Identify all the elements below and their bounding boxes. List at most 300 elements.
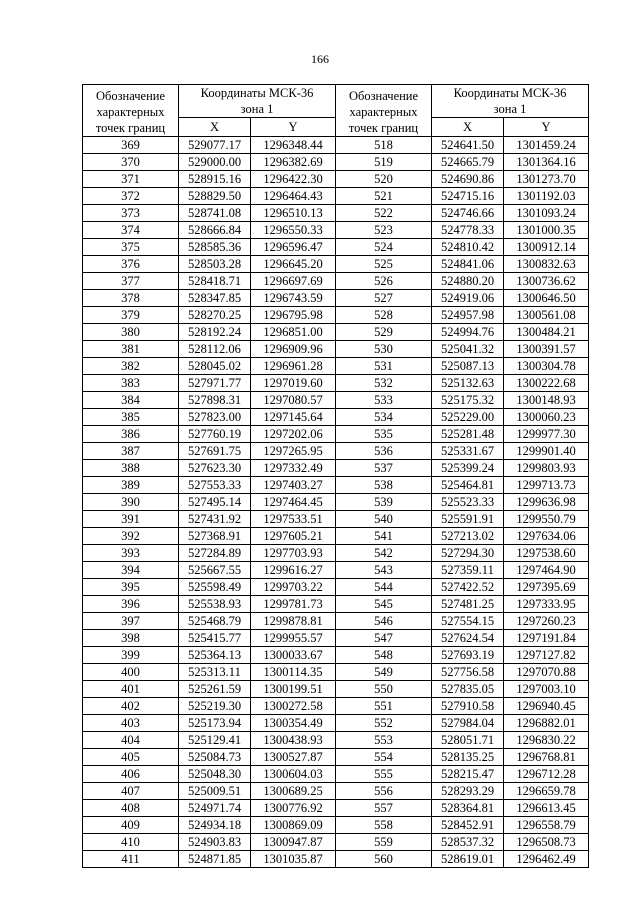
y-coord-right: 1296558.79 xyxy=(504,817,589,834)
x-coord-right: 528364.81 xyxy=(432,800,504,817)
y-coord-right: 1300148.93 xyxy=(504,392,589,409)
x-coord-right: 524841.06 xyxy=(432,256,504,273)
table-row xyxy=(83,460,589,477)
y-coord-right: 1301273.70 xyxy=(504,171,589,188)
x-coord-left: 525009.51 xyxy=(179,783,251,800)
point-number-left: 394 xyxy=(83,562,179,579)
y-coord-left: 1300438.93 xyxy=(251,732,336,749)
x-coord-right: 525399.24 xyxy=(432,460,504,477)
y-coord-right: 1297634.06 xyxy=(504,528,589,545)
x-coord-left: 528418.71 xyxy=(179,273,251,290)
y-coord-right: 1301459.24 xyxy=(504,137,589,154)
point-number-left: 407 xyxy=(83,783,179,800)
y-coord-right: 1296508.73 xyxy=(504,834,589,851)
point-number-right: 542 xyxy=(336,545,432,562)
x-coord-left: 528270.25 xyxy=(179,307,251,324)
y-coord-right: 1297003.10 xyxy=(504,681,589,698)
point-number-left: 376 xyxy=(83,256,179,273)
point-number-right: 541 xyxy=(336,528,432,545)
x-coord-right: 525464.81 xyxy=(432,477,504,494)
y-coord-right: 1300832.63 xyxy=(504,256,589,273)
y-coord-left: 1297403.27 xyxy=(251,477,336,494)
point-label-line: точек границ xyxy=(95,120,166,135)
table-row xyxy=(83,562,589,579)
x-coord-left: 524903.83 xyxy=(179,834,251,851)
y-coord-left: 1299955.57 xyxy=(251,630,336,647)
point-number-left: 375 xyxy=(83,239,179,256)
y-coord-right: 1296882.01 xyxy=(504,715,589,732)
y-coord-left: 1296961.28 xyxy=(251,358,336,375)
x-coord-left: 527431.92 xyxy=(179,511,251,528)
point-number-right: 531 xyxy=(336,358,432,375)
y-coord-left: 1296645.20 xyxy=(251,256,336,273)
x-coord-left: 527495.14 xyxy=(179,494,251,511)
x-coord-left: 525538.93 xyxy=(179,596,251,613)
y-coord-left: 1296851.00 xyxy=(251,324,336,341)
y-coord-right: 1296712.28 xyxy=(504,766,589,783)
point-number-right: 540 xyxy=(336,511,432,528)
x-coord-left: 528503.28 xyxy=(179,256,251,273)
table-row xyxy=(83,579,589,596)
x-header-right: X xyxy=(432,118,504,137)
x-coord-left: 525598.49 xyxy=(179,579,251,596)
x-coord-left: 528347.85 xyxy=(179,290,251,307)
y-coord-left: 1296550.33 xyxy=(251,222,336,239)
table-row xyxy=(83,596,589,613)
table-row xyxy=(83,222,589,239)
y-coord-right: 1300222.68 xyxy=(504,375,589,392)
point-number-left: 373 xyxy=(83,205,179,222)
x-coord-left: 525173.94 xyxy=(179,715,251,732)
x-coord-right: 525041.32 xyxy=(432,341,504,358)
point-number-right: 556 xyxy=(336,783,432,800)
y-coord-left: 1297145.64 xyxy=(251,409,336,426)
point-number-left: 379 xyxy=(83,307,179,324)
point-number-right: 559 xyxy=(336,834,432,851)
y-coord-left: 1297464.45 xyxy=(251,494,336,511)
point-number-right: 552 xyxy=(336,715,432,732)
y-coord-left: 1300527.87 xyxy=(251,749,336,766)
x-coord-left: 528045.02 xyxy=(179,358,251,375)
point-number-right: 522 xyxy=(336,205,432,222)
point-number-right: 528 xyxy=(336,307,432,324)
x-coord-right: 527359.11 xyxy=(432,562,504,579)
table-row xyxy=(83,341,589,358)
x-coord-left: 529077.17 xyxy=(179,137,251,154)
point-number-right: 539 xyxy=(336,494,432,511)
y-coord-right: 1297538.60 xyxy=(504,545,589,562)
y-coord-right: 1297464.90 xyxy=(504,562,589,579)
table-row xyxy=(83,154,589,171)
x-coord-right: 528215.47 xyxy=(432,766,504,783)
x-coord-left: 528192.24 xyxy=(179,324,251,341)
y-coord-left: 1300199.51 xyxy=(251,681,336,698)
point-number-left: 391 xyxy=(83,511,179,528)
x-coord-left: 524971.74 xyxy=(179,800,251,817)
coord-system-line: Координаты МСК-36 xyxy=(200,86,314,100)
table-row xyxy=(83,698,589,715)
point-number-right: 532 xyxy=(336,375,432,392)
point-number-right: 554 xyxy=(336,749,432,766)
point-number-right: 544 xyxy=(336,579,432,596)
x-coord-left: 527823.00 xyxy=(179,409,251,426)
coordinates-table-container xyxy=(82,84,589,868)
table-row xyxy=(83,171,589,188)
point-number-left: 401 xyxy=(83,681,179,698)
x-coord-right: 527756.58 xyxy=(432,664,504,681)
table-row xyxy=(83,851,589,868)
y-coord-right: 1297191.84 xyxy=(504,630,589,647)
point-number-right: 551 xyxy=(336,698,432,715)
x-coord-right: 528293.29 xyxy=(432,783,504,800)
y-coord-left: 1300114.35 xyxy=(251,664,336,681)
y-coord-left: 1296422.30 xyxy=(251,171,336,188)
y-coord-left: 1296795.98 xyxy=(251,307,336,324)
point-number-left: 385 xyxy=(83,409,179,426)
x-coord-left: 528915.16 xyxy=(179,171,251,188)
y-coord-left: 1296697.69 xyxy=(251,273,336,290)
y-coord-right: 1300304.78 xyxy=(504,358,589,375)
point-number-right: 525 xyxy=(336,256,432,273)
point-number-right: 533 xyxy=(336,392,432,409)
x-coord-right: 525331.67 xyxy=(432,443,504,460)
y-coord-right: 1299636.98 xyxy=(504,494,589,511)
coord-system-line: зона 1 xyxy=(493,102,527,116)
y-coord-right: 1300736.62 xyxy=(504,273,589,290)
point-number-left: 397 xyxy=(83,613,179,630)
point-number-right: 558 xyxy=(336,817,432,834)
x-coord-right: 527835.05 xyxy=(432,681,504,698)
y-coord-left: 1297265.95 xyxy=(251,443,336,460)
x-coord-left: 524871.85 xyxy=(179,851,251,868)
x-coord-left: 527368.91 xyxy=(179,528,251,545)
y-coord-left: 1300354.49 xyxy=(251,715,336,732)
table-row xyxy=(83,613,589,630)
y-coord-right: 1299803.93 xyxy=(504,460,589,477)
y-coord-left: 1296596.47 xyxy=(251,239,336,256)
x-coord-left: 525219.30 xyxy=(179,698,251,715)
point-number-right: 526 xyxy=(336,273,432,290)
x-coord-left: 528741.08 xyxy=(179,205,251,222)
table-row xyxy=(83,630,589,647)
table-row xyxy=(83,477,589,494)
x-coord-right: 528537.32 xyxy=(432,834,504,851)
y-coord-right: 1300484.21 xyxy=(504,324,589,341)
point-number-left: 399 xyxy=(83,647,179,664)
point-number-left: 398 xyxy=(83,630,179,647)
table-row xyxy=(83,681,589,698)
x-coord-left: 529000.00 xyxy=(179,154,251,171)
y-coord-right: 1300561.08 xyxy=(504,307,589,324)
point-number-right: 524 xyxy=(336,239,432,256)
y-coord-left: 1299616.27 xyxy=(251,562,336,579)
y-coord-left: 1301035.87 xyxy=(251,851,336,868)
y-header-left: Y xyxy=(251,118,336,137)
point-number-right: 527 xyxy=(336,290,432,307)
x-coord-right: 527984.04 xyxy=(432,715,504,732)
point-number-right: 518 xyxy=(336,137,432,154)
y-coord-left: 1299703.22 xyxy=(251,579,336,596)
point-label-header-right xyxy=(336,85,432,137)
table-row xyxy=(83,783,589,800)
point-number-left: 402 xyxy=(83,698,179,715)
y-coord-left: 1296743.59 xyxy=(251,290,336,307)
point-number-right: 520 xyxy=(336,171,432,188)
page-number: 166 xyxy=(311,52,329,66)
y-coord-left: 1297533.51 xyxy=(251,511,336,528)
x-coord-right: 525132.63 xyxy=(432,375,504,392)
y-coord-right: 1297070.88 xyxy=(504,664,589,681)
x-coord-right: 527554.15 xyxy=(432,613,504,630)
y-coord-left: 1296510.13 xyxy=(251,205,336,222)
point-number-left: 411 xyxy=(83,851,179,868)
x-coord-right: 524690.86 xyxy=(432,171,504,188)
y-coord-right: 1296659.78 xyxy=(504,783,589,800)
y-coord-left: 1299781.73 xyxy=(251,596,336,613)
table-row xyxy=(83,324,589,341)
x-coord-right: 525175.32 xyxy=(432,392,504,409)
point-number-right: 519 xyxy=(336,154,432,171)
y-coord-right: 1301192.03 xyxy=(504,188,589,205)
point-number-right: 547 xyxy=(336,630,432,647)
y-coord-right: 1297260.23 xyxy=(504,613,589,630)
x-coord-left: 525364.13 xyxy=(179,647,251,664)
point-number-right: 530 xyxy=(336,341,432,358)
y-header-right: Y xyxy=(504,118,589,137)
point-number-left: 380 xyxy=(83,324,179,341)
point-number-right: 529 xyxy=(336,324,432,341)
table-row xyxy=(83,528,589,545)
x-coord-left: 525048.30 xyxy=(179,766,251,783)
x-coord-left: 527284.89 xyxy=(179,545,251,562)
point-number-left: 396 xyxy=(83,596,179,613)
table-row xyxy=(83,817,589,834)
y-coord-left: 1300689.25 xyxy=(251,783,336,800)
point-number-left: 408 xyxy=(83,800,179,817)
x-coord-right: 524957.98 xyxy=(432,307,504,324)
table-row xyxy=(83,511,589,528)
y-coord-right: 1296462.49 xyxy=(504,851,589,868)
y-coord-left: 1296909.96 xyxy=(251,341,336,358)
y-coord-left: 1300776.92 xyxy=(251,800,336,817)
point-label-header-left xyxy=(83,85,179,137)
point-number-left: 392 xyxy=(83,528,179,545)
point-number-right: 548 xyxy=(336,647,432,664)
y-coord-right: 1301000.35 xyxy=(504,222,589,239)
point-number-left: 372 xyxy=(83,188,179,205)
table-row xyxy=(83,273,589,290)
x-coord-left: 527971.77 xyxy=(179,375,251,392)
table-row xyxy=(83,834,589,851)
point-label-line: характерных xyxy=(349,104,418,119)
table-row xyxy=(83,800,589,817)
x-coord-right: 524715.16 xyxy=(432,188,504,205)
point-number-right: 534 xyxy=(336,409,432,426)
table-row xyxy=(83,715,589,732)
point-number-left: 370 xyxy=(83,154,179,171)
point-number-left: 409 xyxy=(83,817,179,834)
y-coord-left: 1296348.44 xyxy=(251,137,336,154)
x-coord-left: 527553.33 xyxy=(179,477,251,494)
x-coord-left: 525261.59 xyxy=(179,681,251,698)
y-coord-right: 1297333.95 xyxy=(504,596,589,613)
coord-system-line: Координаты МСК-36 xyxy=(453,86,567,100)
x-coord-right: 524641.50 xyxy=(432,137,504,154)
y-coord-left: 1297605.21 xyxy=(251,528,336,545)
point-number-right: 555 xyxy=(336,766,432,783)
y-coord-right: 1300060.23 xyxy=(504,409,589,426)
y-coord-left: 1297332.49 xyxy=(251,460,336,477)
x-coord-right: 524994.76 xyxy=(432,324,504,341)
x-coord-right: 527213.02 xyxy=(432,528,504,545)
point-number-left: 403 xyxy=(83,715,179,732)
y-coord-left: 1297202.06 xyxy=(251,426,336,443)
point-number-left: 388 xyxy=(83,460,179,477)
table-row xyxy=(83,749,589,766)
coord-system-header-left xyxy=(179,85,336,118)
point-number-right: 543 xyxy=(336,562,432,579)
x-coord-right: 528051.71 xyxy=(432,732,504,749)
x-coord-left: 525667.55 xyxy=(179,562,251,579)
point-number-right: 546 xyxy=(336,613,432,630)
x-coord-right: 525523.33 xyxy=(432,494,504,511)
table-row xyxy=(83,732,589,749)
x-coord-right: 524778.33 xyxy=(432,222,504,239)
x-coord-right: 524746.66 xyxy=(432,205,504,222)
x-coord-left: 525129.41 xyxy=(179,732,251,749)
table-row xyxy=(83,290,589,307)
table-row xyxy=(83,766,589,783)
x-coord-right: 527693.19 xyxy=(432,647,504,664)
table-row xyxy=(83,205,589,222)
table-row xyxy=(83,307,589,324)
point-number-left: 395 xyxy=(83,579,179,596)
point-number-right: 523 xyxy=(336,222,432,239)
y-coord-right: 1296613.45 xyxy=(504,800,589,817)
x-coord-right: 527481.25 xyxy=(432,596,504,613)
y-coord-right: 1301093.24 xyxy=(504,205,589,222)
x-coord-right: 525281.48 xyxy=(432,426,504,443)
x-coord-right: 525229.00 xyxy=(432,409,504,426)
y-coord-left: 1297080.57 xyxy=(251,392,336,409)
y-coord-left: 1300947.87 xyxy=(251,834,336,851)
point-number-right: 545 xyxy=(336,596,432,613)
y-coord-right: 1296830.22 xyxy=(504,732,589,749)
y-coord-right: 1296940.45 xyxy=(504,698,589,715)
x-coord-right: 527910.58 xyxy=(432,698,504,715)
point-number-left: 386 xyxy=(83,426,179,443)
coord-system-header-right xyxy=(432,85,589,118)
point-number-right: 537 xyxy=(336,460,432,477)
y-coord-left: 1300604.03 xyxy=(251,766,336,783)
point-number-right: 557 xyxy=(336,800,432,817)
y-coord-right: 1299713.73 xyxy=(504,477,589,494)
point-number-right: 560 xyxy=(336,851,432,868)
point-number-left: 374 xyxy=(83,222,179,239)
point-number-left: 390 xyxy=(83,494,179,511)
point-label-line: точек границ xyxy=(348,120,419,135)
y-coord-left: 1297019.60 xyxy=(251,375,336,392)
x-coord-left: 525468.79 xyxy=(179,613,251,630)
y-coord-left: 1300869.09 xyxy=(251,817,336,834)
point-number-left: 382 xyxy=(83,358,179,375)
x-header-left: X xyxy=(179,118,251,137)
table-row xyxy=(83,409,589,426)
table-row xyxy=(83,358,589,375)
point-number-right: 550 xyxy=(336,681,432,698)
table-row xyxy=(83,137,589,154)
point-number-left: 378 xyxy=(83,290,179,307)
y-coord-left: 1296382.69 xyxy=(251,154,336,171)
y-coord-left: 1300272.58 xyxy=(251,698,336,715)
table-header xyxy=(83,85,589,137)
point-number-left: 406 xyxy=(83,766,179,783)
point-number-right: 535 xyxy=(336,426,432,443)
x-coord-right: 525591.91 xyxy=(432,511,504,528)
y-coord-right: 1301364.16 xyxy=(504,154,589,171)
table-row xyxy=(83,647,589,664)
point-number-left: 381 xyxy=(83,341,179,358)
point-number-left: 383 xyxy=(83,375,179,392)
table-row xyxy=(83,664,589,681)
table-body xyxy=(83,137,589,868)
x-coord-left: 525415.77 xyxy=(179,630,251,647)
point-label-line: характерных xyxy=(96,104,165,119)
point-number-left: 377 xyxy=(83,273,179,290)
point-number-right: 549 xyxy=(336,664,432,681)
table-row xyxy=(83,443,589,460)
x-coord-left: 528112.06 xyxy=(179,341,251,358)
y-coord-right: 1300391.57 xyxy=(504,341,589,358)
point-number-left: 404 xyxy=(83,732,179,749)
x-coord-right: 528135.25 xyxy=(432,749,504,766)
x-coord-left: 528666.84 xyxy=(179,222,251,239)
point-number-right: 538 xyxy=(336,477,432,494)
table-row xyxy=(83,239,589,256)
x-coord-right: 527624.54 xyxy=(432,630,504,647)
x-coord-left: 525084.73 xyxy=(179,749,251,766)
y-coord-right: 1299901.40 xyxy=(504,443,589,460)
x-coord-right: 524810.42 xyxy=(432,239,504,256)
point-number-right: 536 xyxy=(336,443,432,460)
x-coord-left: 528829.50 xyxy=(179,188,251,205)
table-row xyxy=(83,392,589,409)
point-number-left: 405 xyxy=(83,749,179,766)
x-coord-right: 524919.06 xyxy=(432,290,504,307)
y-coord-left: 1297703.93 xyxy=(251,545,336,562)
x-coord-right: 527294.30 xyxy=(432,545,504,562)
table-row xyxy=(83,494,589,511)
point-number-left: 369 xyxy=(83,137,179,154)
x-coord-left: 527760.19 xyxy=(179,426,251,443)
x-coord-left: 527623.30 xyxy=(179,460,251,477)
point-number-left: 393 xyxy=(83,545,179,562)
x-coord-right: 525087.13 xyxy=(432,358,504,375)
point-number-right: 553 xyxy=(336,732,432,749)
table-row xyxy=(83,375,589,392)
point-number-left: 371 xyxy=(83,171,179,188)
table-row xyxy=(83,188,589,205)
x-coord-right: 524880.20 xyxy=(432,273,504,290)
point-number-left: 389 xyxy=(83,477,179,494)
x-coord-left: 524934.18 xyxy=(179,817,251,834)
x-coord-left: 527691.75 xyxy=(179,443,251,460)
point-number-right: 521 xyxy=(336,188,432,205)
y-coord-right: 1299550.79 xyxy=(504,511,589,528)
point-number-left: 410 xyxy=(83,834,179,851)
y-coord-left: 1296464.43 xyxy=(251,188,336,205)
y-coord-right: 1300646.50 xyxy=(504,290,589,307)
